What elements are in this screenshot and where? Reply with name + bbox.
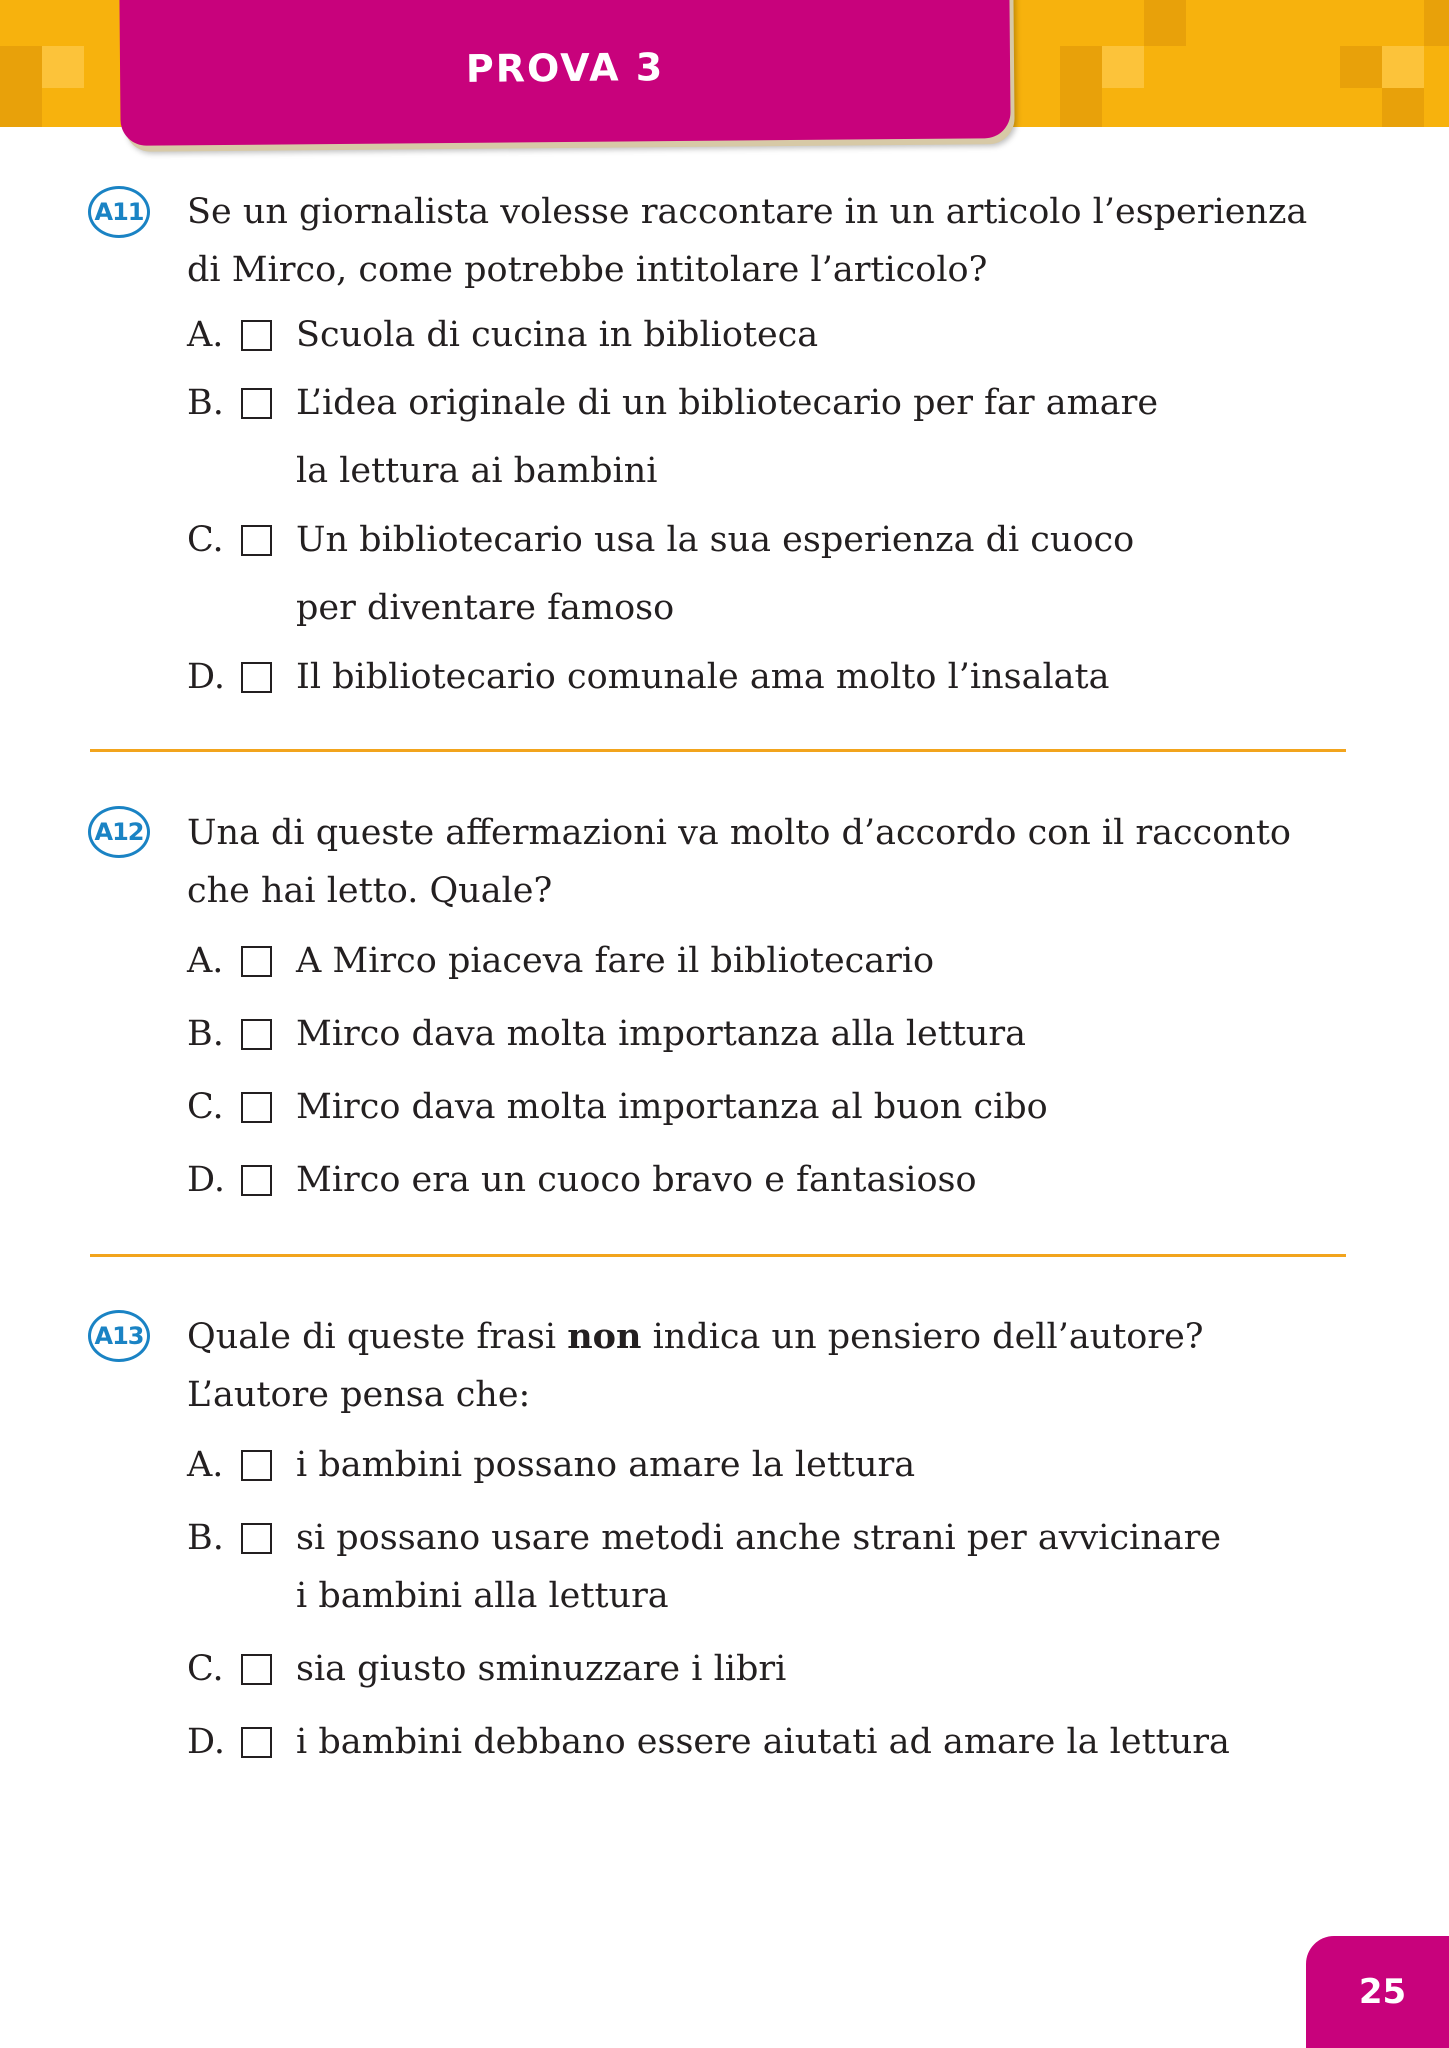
- header-tab: [119, 0, 1010, 146]
- pattern-block: [0, 46, 42, 88]
- question-text-part: Quale di queste frasi: [187, 1317, 568, 1357]
- option-text: [296, 648, 1109, 706]
- option-letter: D.: [187, 657, 225, 697]
- option-text-line: sia giusto sminuzzare i libri: [296, 1649, 787, 1689]
- option-letter: B.: [187, 1518, 224, 1558]
- question-number-badge: A12: [88, 806, 150, 858]
- question-text: [187, 183, 1307, 299]
- pattern-block: [1382, 46, 1424, 88]
- question-text-line: L’autore pensa che:: [187, 1375, 531, 1415]
- emphasis-word: non: [567, 1316, 642, 1357]
- answer-checkbox[interactable]: [241, 525, 272, 556]
- option-letter: C.: [187, 520, 224, 560]
- pattern-block: [1060, 88, 1102, 127]
- option-letter: B.: [187, 383, 224, 423]
- option-text-line: i bambini possano amare la lettura: [296, 1445, 916, 1485]
- option-text-line: L’idea originale di un bibliotecario per far amare: [296, 383, 1159, 423]
- option-text-line: Mirco dava molta importanza alla lettura: [296, 1014, 1027, 1054]
- option-letter: D.: [187, 1722, 225, 1762]
- question-text-part: indica un pensiero dell’autore?: [641, 1317, 1204, 1357]
- option-text-line: A Mirco piaceva fare il bibliotecario: [296, 941, 935, 981]
- option-letter: A.: [187, 1445, 224, 1485]
- answer-checkbox[interactable]: [241, 1450, 272, 1481]
- answer-checkbox[interactable]: [241, 1019, 272, 1050]
- option-text-line: Mirco era un cuoco bravo e fantasioso: [296, 1160, 977, 1200]
- option-letter: A.: [187, 941, 224, 981]
- answer-checkbox[interactable]: [241, 946, 272, 977]
- question-text-line: che hai letto. Quale?: [187, 871, 553, 911]
- page-title: PROVA 3: [465, 45, 665, 91]
- option-text: [296, 1151, 977, 1209]
- pattern-block: [1060, 46, 1102, 88]
- option-letter: A.: [187, 315, 224, 355]
- option-letter: C.: [187, 1087, 224, 1127]
- section-divider: [90, 749, 1346, 752]
- pattern-block: [1144, 0, 1186, 46]
- answer-checkbox[interactable]: [241, 1523, 272, 1554]
- pattern-block: [0, 88, 42, 127]
- answer-checkbox[interactable]: [241, 1092, 272, 1123]
- question-text: [187, 804, 1291, 920]
- option-text: [296, 1509, 1221, 1625]
- option-text: [296, 1640, 786, 1698]
- option-text: [296, 1713, 1230, 1771]
- option-text-line: la lettura ai bambini: [296, 451, 658, 491]
- option-text: [296, 506, 1134, 642]
- option-letter: B.: [187, 1014, 224, 1054]
- option-text-line: i bambini debbano essere aiutati ad amare la lettura: [296, 1722, 1230, 1762]
- pattern-block: [1382, 88, 1424, 127]
- option-letter: C.: [187, 1649, 224, 1689]
- section-divider: [90, 1254, 1346, 1257]
- option-text-line: Scuola di cucina in biblioteca: [296, 315, 819, 355]
- option-text-line: Il bibliotecario comunale ama molto l’insalata: [296, 657, 1110, 697]
- option-text-line: si possano usare metodi anche strani per avvicinare: [296, 1518, 1222, 1558]
- question-text-line: Una di queste affermazioni va molto d’accordo con il racconto: [187, 813, 1291, 853]
- question-number-badge: A13: [88, 1310, 150, 1362]
- page-number: 25: [1306, 1936, 1449, 2048]
- question-text-line: [187, 1308, 1204, 1366]
- answer-checkbox[interactable]: [241, 1654, 272, 1685]
- question-text-line: di Mirco, come potrebbe intitolare l’articolo?: [187, 250, 988, 290]
- question-text-line: Se un giornalista volesse raccontare in un articolo l’esperienza: [187, 192, 1308, 232]
- option-text: [296, 932, 934, 990]
- answer-checkbox[interactable]: [241, 320, 272, 351]
- answer-checkbox[interactable]: [241, 662, 272, 693]
- option-text-line: Un bibliotecario usa la sua esperienza di cuoco: [296, 520, 1135, 560]
- question-number-badge: A11: [88, 186, 150, 238]
- option-text-line: i bambini alla lettura: [296, 1576, 669, 1616]
- option-text-line: per diventare famoso: [296, 588, 675, 628]
- option-text-line: Mirco dava molta importanza al buon cibo: [296, 1087, 1048, 1127]
- option-text: [296, 1005, 1026, 1063]
- option-text: [296, 306, 818, 364]
- answer-checkbox[interactable]: [241, 388, 272, 419]
- option-text: [296, 1078, 1048, 1136]
- option-letter: D.: [187, 1160, 225, 1200]
- pattern-block: [1340, 46, 1382, 88]
- question-text: [187, 1308, 1204, 1424]
- answer-checkbox[interactable]: [241, 1727, 272, 1758]
- pattern-block: [1424, 0, 1449, 46]
- option-text: [296, 1436, 915, 1494]
- option-text: [296, 369, 1158, 505]
- pattern-block: [1102, 46, 1144, 88]
- answer-checkbox[interactable]: [241, 1165, 272, 1196]
- pattern-block: [42, 46, 84, 88]
